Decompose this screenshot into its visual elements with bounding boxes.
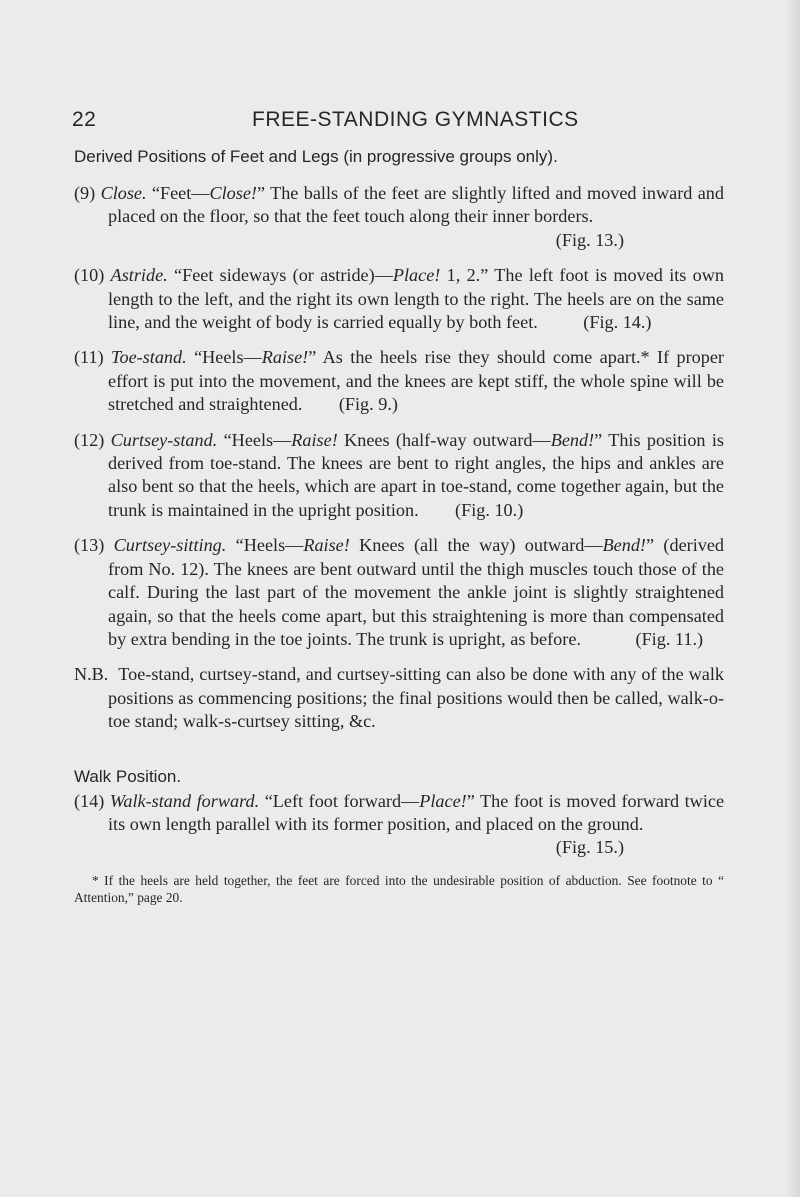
command-text: “Feet sideways (or astride)— xyxy=(174,265,393,286)
item-description: The foot is moved forward twice its own length parallel with its former position, and placed on the ground. xyxy=(108,790,725,834)
figure-reference: (Fig. 9.) xyxy=(338,394,398,415)
item-name: Curtsey-sitting. xyxy=(113,535,227,556)
command-text: “Heels— xyxy=(223,429,292,450)
figure-reference: (Fig. 10.) xyxy=(455,499,524,520)
command-word: Close! xyxy=(209,183,257,203)
item-name: Toe-stand. xyxy=(111,347,187,368)
item-description: The left foot is moved its own length to the left, and the right its own length to the right. The heels are on the same line, and the weight of body is carried equally by both feet. xyxy=(108,265,724,333)
command-close: ” xyxy=(594,429,603,450)
command-word: Place! xyxy=(392,265,441,286)
item-number: (14) xyxy=(74,790,105,811)
item-description: The balls of the feet are slightly lifted and moved inward and placed on the floor, so that the feet touch along their inner borders. xyxy=(108,183,724,227)
item-13 xyxy=(74,534,724,651)
command-text: “Heels— xyxy=(194,347,262,368)
command-word: Raise! xyxy=(261,347,309,368)
item-number: (12) xyxy=(74,429,105,450)
command-word: Place! xyxy=(419,790,467,811)
item-12 xyxy=(74,429,724,523)
item-14 xyxy=(74,790,724,860)
section-heading-derived-positions: Derived Positions of Feet and Legs (in progressive groups only). xyxy=(74,147,558,166)
item-number: (11) xyxy=(74,347,104,368)
item-name: Astride. xyxy=(110,265,168,286)
item-number: (9) xyxy=(74,183,96,203)
command-text-2: Knees (all the way) outward— xyxy=(349,535,603,556)
item-name: Walk-stand forward. xyxy=(109,790,260,811)
command-word: Raise! xyxy=(303,535,350,556)
figure-reference: (Fig. 11.) xyxy=(635,628,704,649)
running-header xyxy=(72,108,732,138)
item-number: (13) xyxy=(74,535,105,556)
page-number: 22 xyxy=(72,108,97,131)
figure-reference: (Fig. 14.) xyxy=(583,312,652,333)
section-heading-walk-position: Walk Position. xyxy=(74,766,182,786)
item-description: This position is derived from toe-stand. The knees are bent to right angles, the hips and ankles are also bent so that the heels, which are apart in toe-stand, come together again, but the trunk is maintained in the upright position. xyxy=(108,429,724,520)
item-description: As the heels rise they should come apart.* If proper effort is put into the movement, and the knees are kept stiff, the whole spine will be stretched and straightened. xyxy=(108,347,724,415)
command-word: Raise! xyxy=(291,429,338,450)
command-text-2: Knees (half-way outward— xyxy=(337,429,551,450)
command-text: “Heels— xyxy=(235,535,304,556)
command-close: ” xyxy=(257,183,266,203)
item-number: (10) xyxy=(74,265,105,286)
nota-bene xyxy=(74,663,724,733)
figure-reference: (Fig. 15.) xyxy=(555,837,624,858)
command-close: 1, 2.” xyxy=(440,265,489,286)
command-close: ” xyxy=(466,790,475,811)
command-word-2: Bend! xyxy=(602,535,646,556)
command-word-2: Bend! xyxy=(550,429,595,450)
command-close: ” xyxy=(646,535,655,556)
command-text: “Feet— xyxy=(151,183,210,203)
command-close: ” xyxy=(308,347,317,368)
footnote: * If the heels are held together, the feet are forced into the undesirable position of abduction. See footnote to “ Attention,” page 20. xyxy=(74,872,724,905)
item-11 xyxy=(74,346,724,416)
item-description: (derived from No. 12). The knees are bent outward until the thigh muscles touch those of the calf. During the last part of the movement the ankle joint is slightly straightened again, so that the heels come apart, but this straightening is more than compensated by extra bending in the toe joints. The trunk is upright, as before. xyxy=(108,535,725,649)
nb-label: N.B. xyxy=(74,664,109,685)
item-9 xyxy=(74,182,724,252)
item-10 xyxy=(74,264,724,334)
item-name: Curtsey-stand. xyxy=(110,429,218,450)
page-body xyxy=(74,146,724,906)
command-text: “Left foot forward— xyxy=(264,790,420,811)
figure-reference: (Fig. 13.) xyxy=(555,229,624,250)
running-title: FREE-STANDING GYMNASTICS xyxy=(252,108,579,131)
nb-text: Toe-stand, curtsey-stand, and curtsey-sitting can also be done with any of the walk positions as commencing positions; the final positions would then be called, walk-o-toe stand; walk-s-curtsey sitting, &c. xyxy=(108,664,725,732)
item-name: Close. xyxy=(100,183,147,203)
page-edge-shadow xyxy=(786,0,800,1197)
